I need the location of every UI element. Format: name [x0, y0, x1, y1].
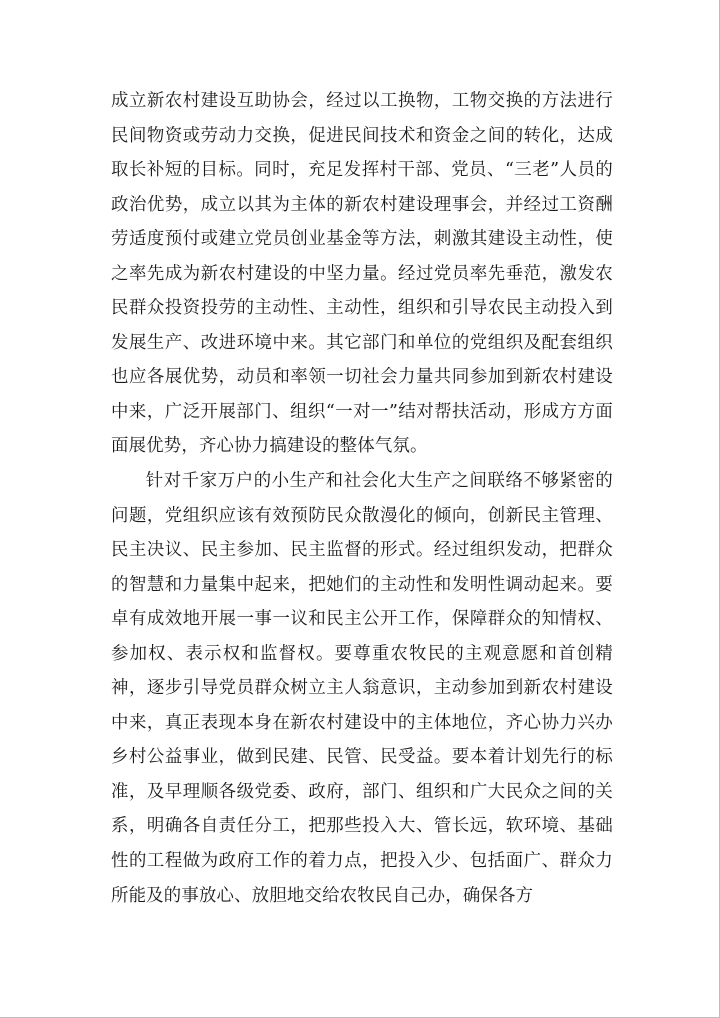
paragraph-continued: 成立新农村建设互助协会，经过以工换物，工物交换的方法进行民间物资或劳动力交换，促进民间技术和资金之间的转化，达成取长补短的目标。同时，充足发挥村干部、党员、“三老”人员的政治优势，成立以其为主体的新农村建设理事会，并经过工资酬劳适度预付或建立党员创业基金等方法，刺激其建设主动性，使之率先成为新农村建设的中坚力量。经过党员率先垂范，激发农民群众投资投劳的主动性、主动性，组织和引导农民主动投入到发展生产、改进环境中来。其它部门和单位的党组织及配套组织也应各展优势，动员和率领一切社会力量共同参加到新农村建设中来，广泛开展部门、组织“一对一”结对帮扶活动，形成方方面面展优势，齐心协力搞建设的整体气氛。	[111, 91, 613, 457]
body-text	[111, 84, 613, 913]
paragraph: 针对千家万户的小生产和社会化大生产之间联络不够紧密的问题，党组织应该有效预防民众散漫化的倾向，创新民主管理、民主决议、民主参加、民主监督的形式。经过组织发动，把群众的智慧和力量集中起来，把她们的主动性和发明性调动起来。要卓有成效地开展一事一议和民主公开工作，保障群众的知情权、参加权、表示权和监督权。要尊重农牧民的主观意愿和首创精神，逐步引导党员群众树立主人翁意识，主动参加到新农村建设中来，真正表现本身在新农村建设中的主体地位，齐心协力兴办乡村公益事业，做到民建、民管、民受益。要本着计划先行的标准，及早理顺各级党委、政府，部门、组织和广大民众之间的关系，明确各自责任分工，把那些投入大、管长远，软环境、基础性的工程做为政府工作的着力点，把投入少、包括面广、群众力所能及的事放心、放胆地交给农牧民自己办，确保各方	[111, 471, 613, 906]
